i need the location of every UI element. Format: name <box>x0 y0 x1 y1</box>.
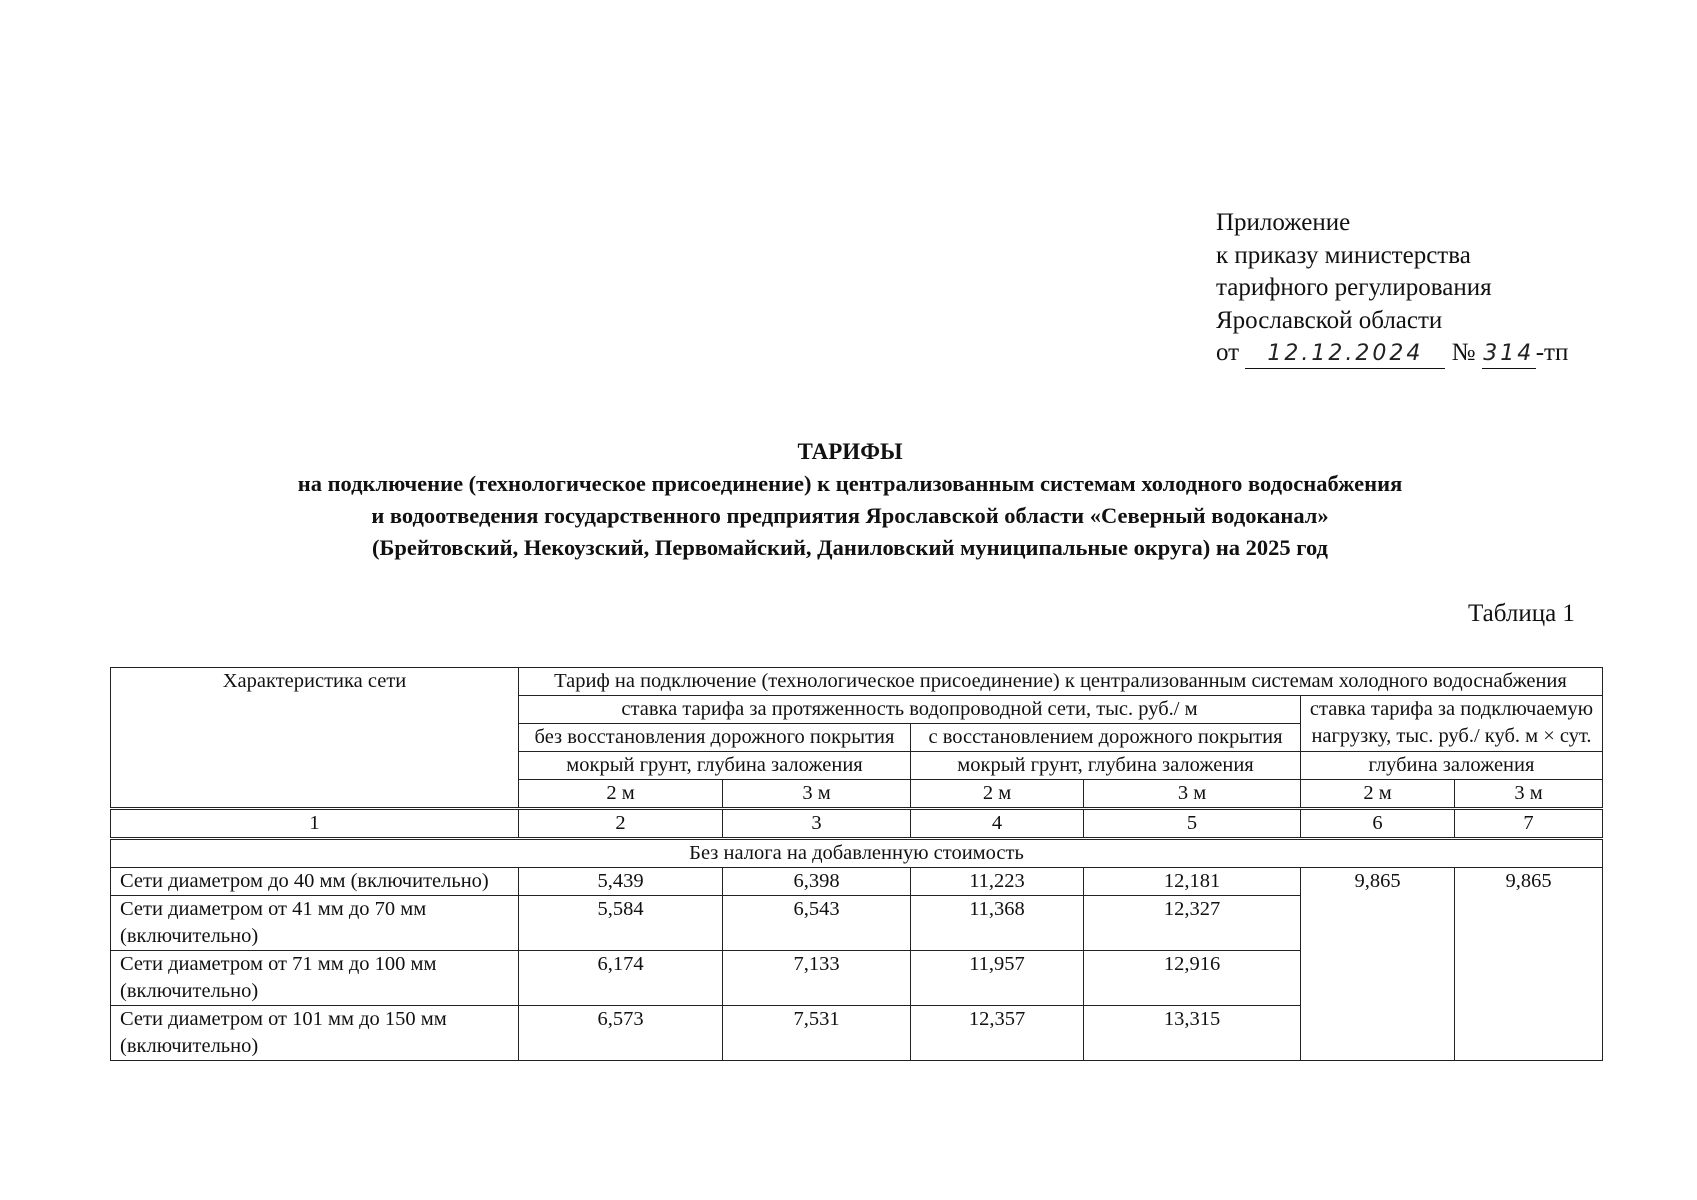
tariff-table <box>110 667 1603 1061</box>
header-depth-cell: 2 м <box>1301 780 1455 809</box>
header-rate-load: ставка тарифа за подключаемую нагрузку, тыс. руб./ куб. м × сут. <box>1301 696 1603 752</box>
title-line-1: ТАРИФЫ <box>797 439 903 464</box>
header-characteristic: Характеристика сети <box>111 668 519 809</box>
value-cell: 11,223 <box>911 868 1084 896</box>
header-with-restoration: с восстановлением дорожного покрытия <box>911 724 1301 752</box>
column-number-cell: 4 <box>911 809 1084 839</box>
value-cell: 7,531 <box>723 1006 911 1061</box>
column-number-row <box>111 809 1603 839</box>
section-row <box>111 839 1603 868</box>
column-number-cell: 2 <box>519 809 723 839</box>
header-depth-cell: 3 м <box>723 780 911 809</box>
column-number-cell: 7 <box>1455 809 1603 839</box>
header-depth: глубина заложения <box>1301 752 1603 780</box>
value-cell: 7,133 <box>723 951 911 1006</box>
load-rate-3m: 9,865 <box>1455 868 1603 1061</box>
value-cell: 5,584 <box>519 896 723 951</box>
annex-line-3: тарифного регулирования <box>1216 274 1492 301</box>
table-row <box>111 868 1603 896</box>
row-label: Сети диаметром до 40 мм (включительно) <box>111 868 519 896</box>
row-label: Сети диаметром от 101 мм до 150 мм (включительно) <box>111 1006 519 1061</box>
annex-block <box>1216 207 1568 370</box>
row-label: Сети диаметром от 71 мм до 100 мм (включительно) <box>111 951 519 1006</box>
header-depth-cell: 2 м <box>911 780 1084 809</box>
annex-line-4: Ярославской области <box>1216 306 1443 334</box>
value-cell: 5,439 <box>519 868 723 896</box>
document-title <box>100 436 1600 564</box>
value-cell: 12,916 <box>1084 951 1301 1006</box>
value-cell: 6,573 <box>519 1006 723 1061</box>
header-no-restoration: без восстановления дорожного покрытия <box>519 724 911 752</box>
header-rate-length: ставка тарифа за протяженность водопроводной сети, тыс. руб./ м <box>519 696 1301 724</box>
annex-date-handwritten: 12.12.2024 <box>1245 340 1445 369</box>
row-label: Сети диаметром от 41 мм до 70 мм (включительно) <box>111 896 519 951</box>
column-number-cell: 1 <box>111 809 519 839</box>
value-cell: 12,327 <box>1084 896 1301 951</box>
header-tariff: Тариф на подключение (технологическое присоединение) к централизованным системам холодного водоснабжения <box>519 668 1603 696</box>
value-cell: 12,181 <box>1084 868 1301 896</box>
title-line-2: на подключение (технологическое присоединение) к централизованным системам холодного водоснабжения <box>297 471 1403 496</box>
annex-line-2: к приказу министерства <box>1216 241 1471 269</box>
value-cell: 6,398 <box>723 868 911 896</box>
value-cell: 11,957 <box>911 951 1084 1006</box>
column-number-cell: 5 <box>1084 809 1301 839</box>
annex-number-sign: № <box>1451 339 1476 366</box>
value-cell: 6,543 <box>723 896 911 951</box>
value-cell: 6,174 <box>519 951 723 1006</box>
annex-number-suffix: -тп <box>1535 339 1569 366</box>
annex-date-line <box>1216 337 1568 370</box>
annex-date-prefix: от <box>1216 339 1240 366</box>
column-number-cell: 6 <box>1301 809 1455 839</box>
header-depth-cell: 3 м <box>1455 780 1603 809</box>
value-cell: 12,357 <box>911 1006 1084 1061</box>
header-wet-soil-1: мокрый грунт, глубина заложения <box>519 752 911 780</box>
title-line-4: (Брейтовский, Некоузский, Первомайский, Даниловский муниципальные округа) на 2025 год <box>372 535 1328 560</box>
title-line-3: и водоотведения государственного предприятия Ярославской области «Северный водоканал» <box>371 503 1329 528</box>
table-number-label: Таблица 1 <box>1468 600 1575 627</box>
section-title: Без налога на добавленную стоимость <box>111 839 1603 868</box>
header-wet-soil-2: мокрый грунт, глубина заложения <box>911 752 1301 780</box>
header-row-1 <box>111 668 1603 696</box>
column-number-cell: 3 <box>723 809 911 839</box>
value-cell: 13,315 <box>1084 1006 1301 1061</box>
header-depth-cell: 3 м <box>1084 780 1301 809</box>
annex-line-1: Приложение <box>1216 209 1351 236</box>
header-depth-cell: 2 м <box>519 780 723 809</box>
value-cell: 11,368 <box>911 896 1084 951</box>
load-rate-2m: 9,865 <box>1301 868 1455 1061</box>
annex-number-handwritten: 314 <box>1482 340 1536 369</box>
